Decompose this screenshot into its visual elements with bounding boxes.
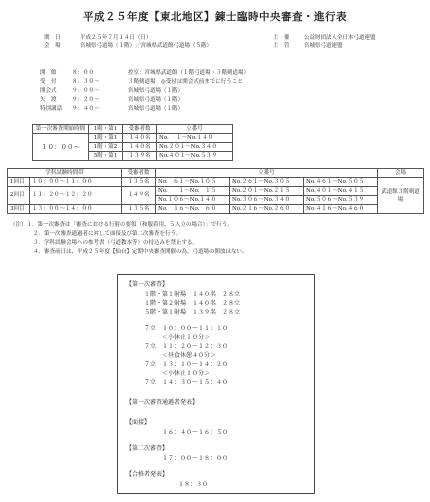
- schedule-time: ８：００: [72, 70, 95, 76]
- table2-header-count: 受審者数: [122, 169, 156, 178]
- table-cell: No. ６１～No.１０５: [156, 178, 230, 187]
- table-cell: １３９名: [123, 152, 157, 161]
- table1-header-place: 1階・第1: [89, 125, 123, 134]
- table-cell: 3回目: [8, 205, 30, 214]
- time-line: ７立 １０：００～１１：１０: [144, 325, 229, 332]
- written-exam-table: [7, 168, 424, 214]
- table-cell: 1回目: [8, 178, 30, 187]
- table-cell: No.２１６～No.２６０: [230, 205, 304, 214]
- schedule-label: 特別講話: [40, 106, 63, 112]
- table2-header-range: 立番号: [156, 169, 378, 178]
- first-exam-table: [32, 124, 233, 161]
- table-cell: No.３０６～No.３４０: [230, 196, 304, 205]
- break-line: ＜小休止１０分＞: [162, 370, 211, 377]
- table-cell: １３５名: [122, 205, 156, 214]
- time-line: ７立 １３：１０～１４：２０: [144, 361, 229, 368]
- note-1: （注）１．第一次審査は「審査における行射の要領（和服着用、５人立の場合）」で行う。: [10, 222, 233, 228]
- schedule-time: ９：００～: [72, 88, 100, 94]
- host-value: 公益財団法人全日本弓道連盟: [304, 35, 376, 41]
- table-cell: １０：００～１１：００: [30, 178, 122, 187]
- table-cell: １３：００～１４：００: [30, 205, 122, 214]
- schedule-label: 矢 渡: [40, 97, 57, 103]
- table-cell: No. １～No. １５: [156, 187, 230, 196]
- table1-header-count: 受審者数: [123, 125, 157, 134]
- schedule-time: ８：３０～: [72, 79, 100, 85]
- table-cell: １４９名: [122, 187, 156, 205]
- date-label: 期 日: [44, 35, 61, 41]
- table-cell: No.２０１～No.２１５: [230, 187, 304, 196]
- summary-box: [117, 274, 315, 494]
- schedule-note: 宮城県弓道場（１階）: [128, 88, 184, 94]
- first-exam-heading: 【第一次審査】: [126, 281, 169, 288]
- assign-line: １階・第２射場 １４０名 ２８立: [144, 300, 241, 307]
- table-cell: No.４０１～No.５３９: [157, 152, 233, 161]
- schedule-note: ３階剣道場 ◎受付は開会式前までに行うこと: [128, 79, 243, 85]
- table-cell: No.２０１～No.３４０: [157, 143, 233, 152]
- note-4: ４．審査前日は、平成２５年度【仙台】定期中央審査開催の為、弓道場の開放はない。: [33, 249, 248, 255]
- second-exam-heading: 【第二次審査】: [126, 445, 169, 452]
- break-line: ＜昼食休憩４０分＞: [162, 352, 217, 359]
- table-cell: No.１０６～No.１４０: [156, 196, 230, 205]
- table1-start-time: １０：００～: [33, 134, 89, 161]
- assign-line: １階・第１射場 １４０名 ２８立: [144, 291, 241, 298]
- table-cell: No.２６１～No.３０５: [230, 178, 304, 187]
- table-cell: 1階・第1: [89, 134, 123, 143]
- schedule-time: ９：２０～: [72, 97, 100, 103]
- table-cell: No.５０６～No.５３９: [304, 196, 378, 205]
- page-title: 平成２５年度【東北地区】錬士臨時中央審査・進行表: [83, 11, 347, 23]
- table2-header-venue: 会場: [378, 169, 424, 178]
- table-cell: No.４０１～No.４１５: [304, 187, 378, 196]
- table1-header-time: 第一次審査開始時間: [33, 125, 89, 134]
- interview-heading: 【面接】: [126, 419, 151, 426]
- venue-value: 宮城県弓道場（１階）／宮城県武道館弓道場（５階）: [80, 43, 213, 49]
- schedule-label: 開 館: [40, 70, 57, 76]
- table1-header-range: 立番号: [157, 125, 233, 134]
- interview-time: １６：４０～１６：５０: [162, 429, 229, 436]
- table-cell: No.４６１～No.５０５: [304, 178, 378, 187]
- time-line: ７立 １１：２０～１２：３０: [144, 343, 229, 350]
- table-cell: １４０名: [123, 134, 157, 143]
- break-line: ＜小休止１０分＞: [162, 334, 211, 341]
- schedule-label: 開会式: [40, 88, 57, 94]
- schedule-label: 受 付: [40, 79, 57, 85]
- table-cell: No. １～No.１４０: [157, 134, 233, 143]
- schedule-time: ９：４０～: [72, 106, 100, 112]
- table-cell: 5階・第1: [89, 152, 123, 161]
- announce-heading: 【第一次審査通過者発表】: [126, 399, 199, 406]
- second-exam-time: １７：００～１８：００: [162, 455, 229, 462]
- manager-label: 主 管: [273, 43, 290, 49]
- note-2: ２．第一次審査通過者に対して面接及び第二次審査を行う。: [33, 231, 182, 237]
- result-heading: 【合格者発表】: [126, 471, 169, 478]
- table-cell: No.４１６～No.４６０: [304, 205, 378, 214]
- table-cell: 1階・第2: [89, 143, 123, 152]
- table2-venue: 武道館３階剣道場: [378, 178, 424, 214]
- table2-header-time: 学科試験時間帯: [8, 169, 122, 178]
- manager-value: 宮城県弓道連盟: [304, 43, 343, 49]
- schedule-note: 宮城県弓道場（１階）: [128, 97, 184, 103]
- schedule-note: 控室：宮城県武道館（１階弓道場・３階剣道場）: [128, 70, 250, 76]
- table-cell: No. １６～No. ６０: [156, 205, 230, 214]
- time-line: ７立 １４：３０～１５：４０: [144, 379, 229, 386]
- result-time: １８：３０: [178, 481, 209, 488]
- venue-label: 会 場: [44, 43, 61, 49]
- assign-line: ５階・第１射場 １３９名 ２８立: [144, 309, 241, 316]
- table-cell: 2回目: [8, 187, 30, 205]
- table-cell: １３５名: [122, 178, 156, 187]
- table-cell: １４０名: [123, 143, 157, 152]
- note-3: ３．学科試験会場への参考書（弓道教本等）の持込みを禁止する。: [33, 240, 199, 246]
- host-label: 主 催: [273, 35, 290, 41]
- date-value: 平成２５年７月１４日（日）: [80, 35, 152, 41]
- table-cell: １１：２０～１２：２０: [30, 187, 122, 205]
- schedule-note: 宮城県弓道場（１階）: [128, 106, 184, 112]
